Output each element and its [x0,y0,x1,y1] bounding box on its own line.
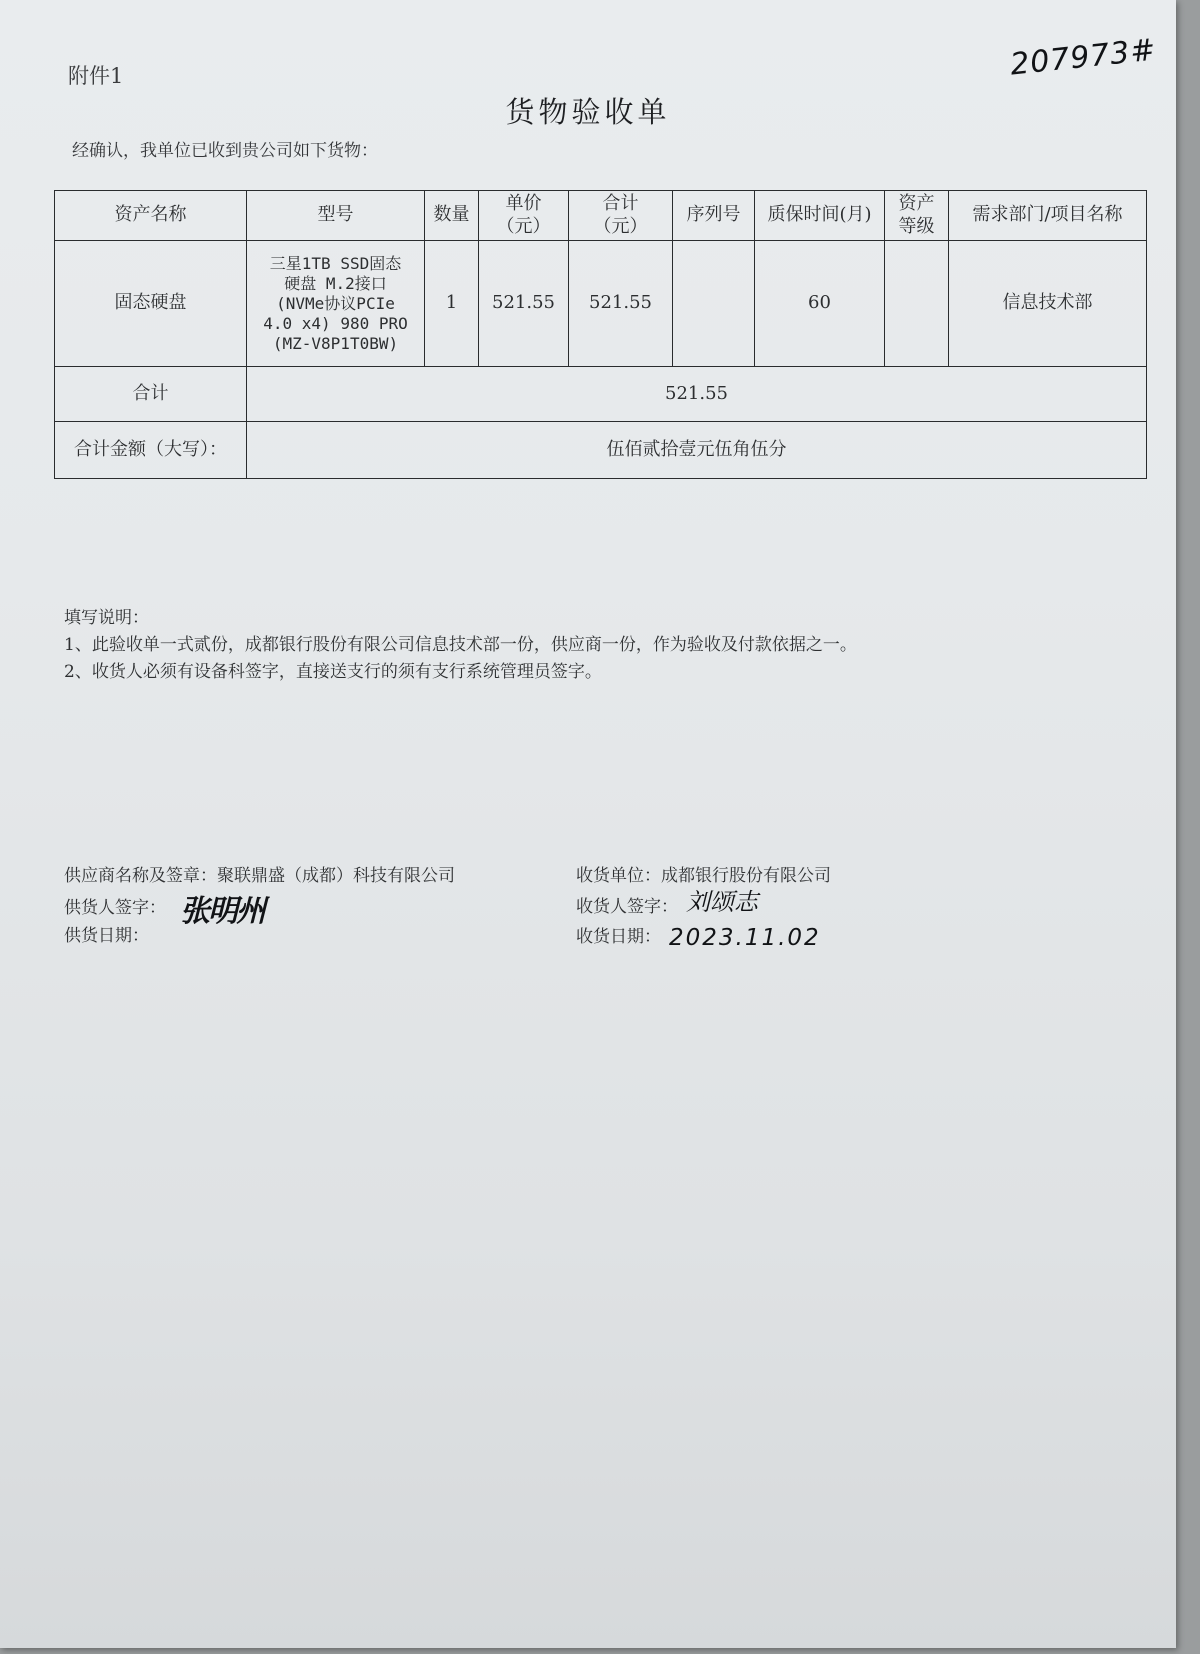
supplier-name-line [64,862,455,890]
header-total-line1: 合计 [602,193,639,214]
header-asset-grade [885,191,949,241]
table-header-row [55,191,1147,241]
header-total [569,191,673,241]
header-total-line2: （元） [593,215,648,237]
cell-asset-grade [885,241,949,367]
header-asset-grade-line2: 等级 [898,215,935,237]
receiver-block [576,862,831,951]
receiver-date-line [576,921,831,951]
cell-asset-name: 固态硬盘 [55,241,247,367]
receiver-date-label: 收货日期： [576,927,661,947]
amount-words-label: 合计金额（大写）： [55,422,247,479]
supplier-signer-line [64,890,455,929]
model-line: (NVMe协议PCIe [276,293,395,313]
amount-words-row [55,422,1147,479]
cell-quantity: 1 [425,241,479,367]
cell-unit-price: 521.55 [479,241,569,367]
header-unit-price [479,191,569,241]
annex-label: 附件1 [68,64,124,88]
header-warranty: 质保时间(月) [755,191,885,241]
notes-item: 1、此验收单一式贰份，成都银行股份有限公司信息技术部一份，供应商一份，作为验收及付款依据之一。 [64,635,857,655]
intro-text: 经确认，我单位已收到贵公司如下货物： [72,141,378,161]
header-serial: 序列号 [673,191,755,241]
supplier-date-label: 供货日期： [64,926,149,946]
cell-warranty: 60 [755,241,885,367]
cell-serial [673,241,755,367]
notes-heading: 填写说明： [64,608,149,628]
sum-label: 合计 [55,367,247,422]
header-model: 型号 [247,191,425,241]
receiver-unit-label: 收货单位： [576,866,661,886]
receiver-signer-label: 收货人签字： [576,897,678,917]
sum-value: 521.55 [247,367,1147,422]
receiver-signer-line [576,890,831,921]
model-line: (MZ-V8P1T0BW) [272,333,399,353]
supplier-block [64,862,455,950]
supplier-signer-label: 供货人签字： [64,898,166,918]
header-asset-grade-line1: 资产 [898,193,935,214]
handwritten-doc-number: 207973# [1008,32,1159,83]
model-line: 硬盘 M.2接口 [284,273,387,293]
model-line: 4.0 x4) 980 PRO [263,313,408,333]
model-line: 三星1TB SSD固态 [269,253,402,273]
header-department: 需求部门/项目名称 [949,191,1147,241]
header-quantity: 数量 [425,191,479,241]
receiver-unit-value: 成都银行股份有限公司 [661,866,831,886]
amount-words-value: 伍佰贰拾壹元伍角伍分 [247,422,1147,479]
header-unit-price-line1: 单价 [505,193,542,214]
page-title: 货物验收单 [505,95,671,129]
receiver-signature: 刘颂志 [686,888,758,916]
receiver-date-value: 2023.11.02 [669,925,821,951]
sum-row [55,367,1147,422]
header-asset-name: 资产名称 [55,191,247,241]
header-unit-price-line2: （元） [496,215,551,237]
notes-item: 2、收货人必须有设备科签字，直接送支行的须有支行系统管理员签字。 [64,662,602,682]
cell-department: 信息技术部 [949,241,1147,367]
fill-instructions [64,605,857,686]
supplier-signature: 张明州 [180,894,264,929]
supplier-name-label: 供应商名称及签章： [64,866,217,886]
receiver-unit-line [576,862,831,890]
cell-model [247,241,425,367]
goods-receipt-table [54,190,1147,479]
cell-total: 521.55 [569,241,673,367]
supplier-name-value: 聚联鼎盛（成都）科技有限公司 [217,866,455,886]
table-row [55,241,1147,367]
